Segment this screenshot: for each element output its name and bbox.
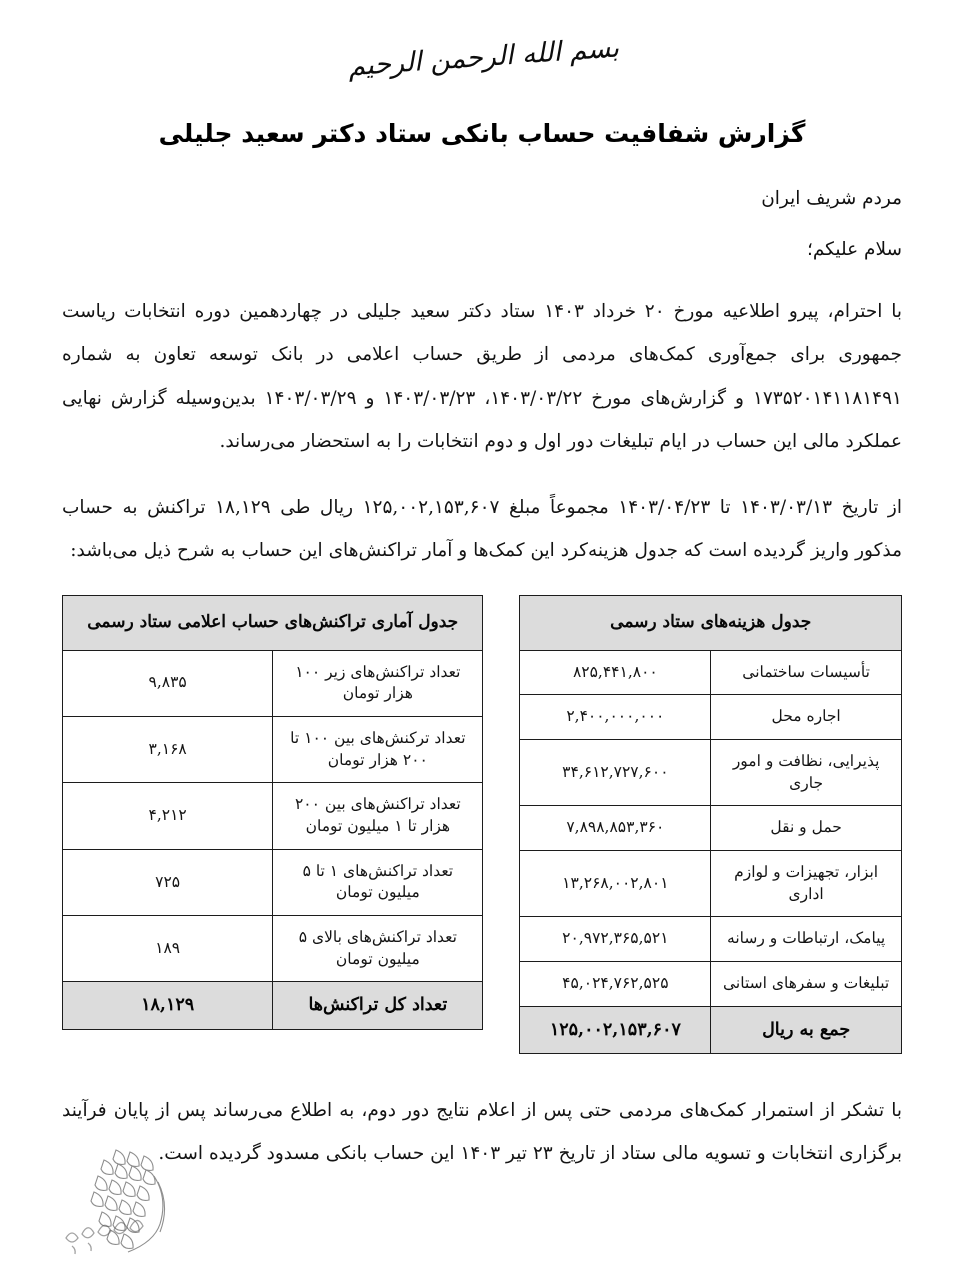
- stats-label: تعداد ترکنش‌های بین ۱۰۰ تا ۲۰۰ هزار تومان: [273, 716, 483, 782]
- stats-label: تعداد تراکنش‌های ۱ تا ۵ میلیون تومان: [273, 849, 483, 915]
- expense-value: ۱۳,۲۶۸,۰۰۲,۸۰۱: [520, 851, 711, 917]
- expense-table: [519, 595, 902, 1054]
- tables-section: [62, 595, 902, 1054]
- expense-label: تبلیغات و سفرهای استانی: [711, 962, 902, 1007]
- stats-label: تعداد تراکنش‌های بالای ۵ میلیون تومان: [273, 916, 483, 982]
- stats-value: ۴,۲۱۲: [63, 783, 273, 849]
- table-row: [63, 783, 483, 849]
- summary-paragraph: از تاریخ ۱۴۰۳/۰۳/۱۳ تا ۱۴۰۳/۰۴/۲۳ مجموعاً مبلغ ۱۲۵,۰۰۲,۱۵۳,۶۰۷ ریال طی ۱۸,۱۲۹ تراکنش به حساب مذکور واریز گردیده است که جدول هزینه‌کرد این کمک‌ها و آمار تراکنش‌های این حساب به شرح ذیل می‌باشد:: [62, 496, 903, 562]
- stats-table-wrapper: [62, 595, 483, 1030]
- stats-label: تعداد تراکنش‌های زیر ۱۰۰ هزار تومان: [273, 650, 483, 716]
- expense-label: پذیرایی، نظافت و امور جاری: [711, 739, 902, 805]
- table-row: [520, 962, 902, 1007]
- expense-total-label: جمع به ریال: [711, 1006, 902, 1054]
- expense-table-caption: جدول هزینه‌های ستاد رسمی: [520, 595, 902, 650]
- stats-value: ۱۸۹: [63, 916, 273, 982]
- table-row: [63, 650, 483, 716]
- expense-table-wrapper: [519, 595, 902, 1054]
- table-row: [520, 806, 902, 851]
- table-row: [520, 739, 902, 805]
- expense-label: حمل و نقل: [711, 806, 902, 851]
- table-row: [520, 917, 902, 962]
- salutation-line-2: سلام علیکم؛: [806, 239, 902, 260]
- intro-paragraph: با احترام، پیرو اطلاعیه مورخ ۲۰ خرداد ۱۴۰۳ ستاد دکتر سعید جلیلی در چهاردهمین دوره انتخابات ریاست جمهوری برای جمع‌آوری کمک‌های مردمی از طریق حساب اعلامی در بانک توسعه تعاون به شماره ۱۷۳۵۲۰۱۴۱۱۸۱۴۹۱ و گزارش‌های مورخ ۱۴۰۳/۰۳/۲۲، ۱۴۰۳/۰۳/۲۳ و ۱۴۰۳/۰۳/۲۹ بدین‌وسیله گزارش نهایی عملکرد مالی این حساب در ایام تبلیغات دور اول و دوم انتخابات را به استحضار می‌رساند.: [62, 301, 902, 453]
- stats-value: ۷۲۵: [63, 849, 273, 915]
- stats-table: [62, 595, 483, 1030]
- stats-value: ۳,۱۶۸: [63, 716, 273, 782]
- table-row: [63, 716, 483, 782]
- table-row: [63, 916, 483, 982]
- expense-value: ۴۵,۰۲۴,۷۶۲,۵۲۵: [520, 962, 711, 1007]
- stats-total-row: [63, 982, 483, 1030]
- expense-value: ۲۰,۹۷۲,۳۶۵,۵۲۱: [520, 917, 711, 962]
- table-row: [520, 851, 902, 917]
- table-row: [520, 650, 902, 695]
- expense-total-value: ۱۲۵,۰۰۲,۱۵۳,۶۰۷: [520, 1006, 711, 1054]
- expense-label: ابزار، تجهیزات و لوازم اداری: [711, 851, 902, 917]
- table-row: [63, 849, 483, 915]
- closing-paragraph: با تشکر از استمرار کمک‌های مردمی حتی پس از اعلام نتایج دور دوم، به اطلاع می‌رساند پس از پایان فرآیند برگزاری انتخابات و تسویه مالی ستاد از تاریخ ۲۳ تیر ۱۴۰۳ این حساب بانکی مسدود گردیده است.: [62, 1100, 902, 1164]
- salutation-block: [62, 188, 902, 260]
- expense-value: ۳۴,۶۱۲,۷۲۷,۶۰۰: [520, 739, 711, 805]
- expense-value: ۷,۸۹۸,۸۵۳,۳۶۰: [520, 806, 711, 851]
- expense-label: پیامک، ارتباطات و رسانه: [711, 917, 902, 962]
- expense-label: اجاره محل: [711, 695, 902, 740]
- stats-total-value: ۱۸,۱۲۹: [63, 982, 273, 1030]
- basmala-heading: بسم الله الرحمن الرحیم: [347, 32, 620, 83]
- stats-total-label: تعداد کل تراکنش‌ها: [273, 982, 483, 1030]
- expense-value: ۸۲۵,۴۴۱,۸۰۰: [520, 650, 711, 695]
- stats-label: تعداد تراکنش‌های بین ۲۰۰ هزار تا ۱ میلیون تومان: [273, 783, 483, 849]
- table-row: [520, 695, 902, 740]
- expense-value: ۲,۴۰۰,۰۰۰,۰۰۰: [520, 695, 711, 740]
- stats-table-caption: جدول آماری تراکنش‌های حساب اعلامی ستاد رسمی: [63, 595, 483, 650]
- stats-value: ۹,۸۳۵: [63, 650, 273, 716]
- salutation-line-1: مردم شریف ایران: [761, 188, 902, 209]
- expense-total-row: [520, 1006, 902, 1054]
- expense-label: تأسیسات ساختمانی: [711, 650, 902, 695]
- page-title: گزارش شفافیت حساب بانکی ستاد دکتر سعید جلیلی: [158, 119, 806, 148]
